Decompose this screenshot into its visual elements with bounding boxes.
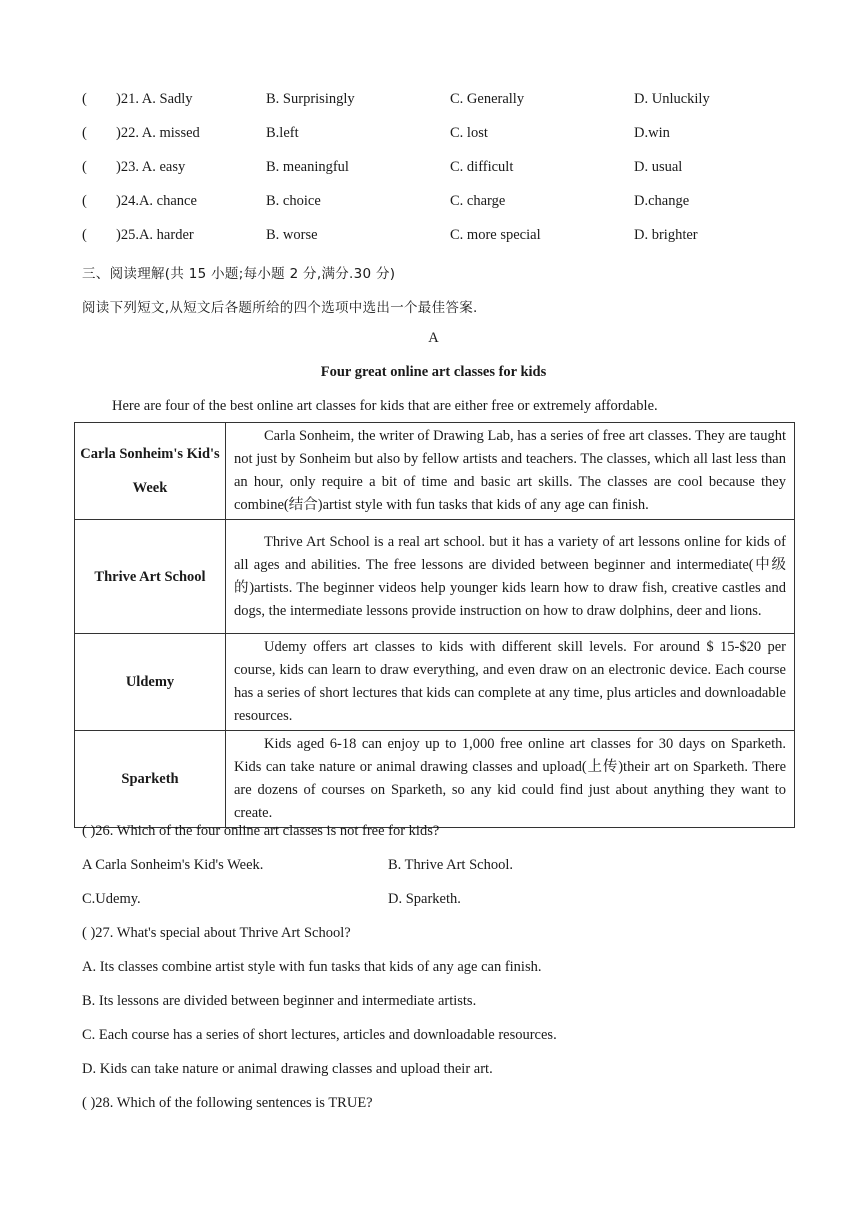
option-a: )25.A. harder: [116, 227, 194, 243]
mc-question-24: [82, 193, 802, 213]
class-name: Sparketh: [75, 731, 226, 828]
question-26-stem: ( )26. Which of the four online art classes is not free for kids?: [82, 823, 440, 839]
mc-question-21: [82, 91, 802, 111]
option-c: C. Generally: [450, 91, 525, 107]
option-b: B. worse: [266, 227, 318, 243]
option-a: )22. A. missed: [116, 125, 200, 141]
section-instruction: 阅读下列短文,从短文后各题所给的四个选项中选出一个最佳答案.: [82, 300, 478, 316]
class-name: Uldemy: [75, 634, 226, 731]
class-description-text: Kids aged 6-18 can enjoy up to 1,000 free online art classes for 30 days on Sparketh. Kids can take nature or animal drawing classes and upload(上传)their art on Sparketh. There are dozens of courses on Sparketh, so any kid could find just about anything they want to create.: [234, 736, 786, 821]
class-description-text: Thrive Art School is a real art school. but it has a variety of art lessons online for kids of all ages and abilities. The free lessons are divided between beginner and intermediate(中级的)artists. The beginner videos help younger kids learn how to draw fish, creative castles and dogs, the intermediate lessons provide instruction on how to draw dolphins, deer and lions.: [234, 533, 786, 619]
answer-paren: (: [82, 125, 87, 141]
question-27-option-a: A. Its classes combine artist style with fun tasks that kids of any age can finish.: [82, 959, 542, 975]
option-a: )23. A. easy: [116, 159, 186, 175]
question-27-option-b: B. Its lessons are divided between beginner and intermediate artists.: [82, 993, 477, 1009]
option-d: D.win: [634, 125, 670, 141]
question-26-option-a: A Carla Sonheim's Kid's Week.: [82, 857, 264, 873]
table-row: [75, 520, 795, 634]
answer-paren: (: [82, 193, 87, 209]
question-28-stem: ( )28. Which of the following sentences is TRUE?: [82, 1095, 373, 1111]
class-name: Carla Sonheim's Kid's Week: [75, 423, 226, 520]
class-description: [226, 731, 795, 828]
passage-title: Four great online art classes for kids: [320, 364, 547, 380]
option-d: D. brighter: [634, 227, 698, 243]
mc-question-25: [82, 227, 802, 247]
art-classes-table: [74, 422, 795, 828]
class-description: [226, 634, 795, 731]
answer-paren: (: [82, 227, 87, 243]
table-row: [75, 731, 795, 828]
table-row: [75, 423, 795, 520]
question-26-option-b: B. Thrive Art School.: [388, 857, 513, 873]
option-b: B. meaningful: [266, 159, 349, 175]
option-d: D.change: [634, 193, 690, 209]
table-row: [75, 634, 795, 731]
class-description: [226, 520, 795, 634]
option-c: C. lost: [450, 125, 488, 141]
answer-paren: (: [82, 91, 87, 107]
option-a: )21. A. Sadly: [116, 91, 193, 107]
option-a: )24.A. chance: [116, 193, 197, 209]
question-27-option-c: C. Each course has a series of short lectures, articles and downloadable resources.: [82, 1027, 557, 1043]
class-name: Thrive Art School: [75, 520, 226, 634]
option-d: D. usual: [634, 159, 683, 175]
question-26-option-d: D. Sparketh.: [388, 891, 461, 907]
question-26-option-c: C.Udemy.: [82, 891, 141, 907]
option-c: C. charge: [450, 193, 506, 209]
option-b: B. choice: [266, 193, 321, 209]
class-description: [226, 423, 795, 520]
passage-intro: Here are four of the best online art classes for kids that are either free or extremely affordable.: [112, 398, 658, 414]
option-b: B.left: [266, 125, 299, 141]
mc-question-23: [82, 159, 802, 179]
option-b: B. Surprisingly: [266, 91, 355, 107]
question-27-stem: ( )27. What's special about Thrive Art School?: [82, 925, 351, 941]
class-description-text: Udemy offers art classes to kids with different skill levels. For around $ 15-$20 per course, kids can learn to draw everything, and even draw on an electronic device. Each course has a series of short lectures that kids can complete at any time, plus articles and downloadable resources.: [234, 639, 786, 724]
question-27-option-d: D. Kids can take nature or animal drawing classes and upload their art.: [82, 1061, 493, 1077]
answer-paren: (: [82, 159, 87, 175]
class-description-text: Carla Sonheim, the writer of Drawing Lab, has a series of free art classes. They are taught not just by Sonheim but also by fellow artists and teachers. The classes, which all last less than an hour, only require a bit of time and basic art skills. The classes are cool because they combine(结合)artist style with fun tasks that kids of any age can finish.: [234, 428, 786, 513]
section-heading: 三、阅读理解(共 15 小题;每小题 2 分,满分.30 分): [82, 266, 396, 282]
passage-letter: A: [428, 330, 439, 346]
mc-question-22: [82, 125, 802, 145]
option-c: C. difficult: [450, 159, 514, 175]
option-d: D. Unluckily: [634, 91, 710, 107]
option-c: C. more special: [450, 227, 541, 243]
